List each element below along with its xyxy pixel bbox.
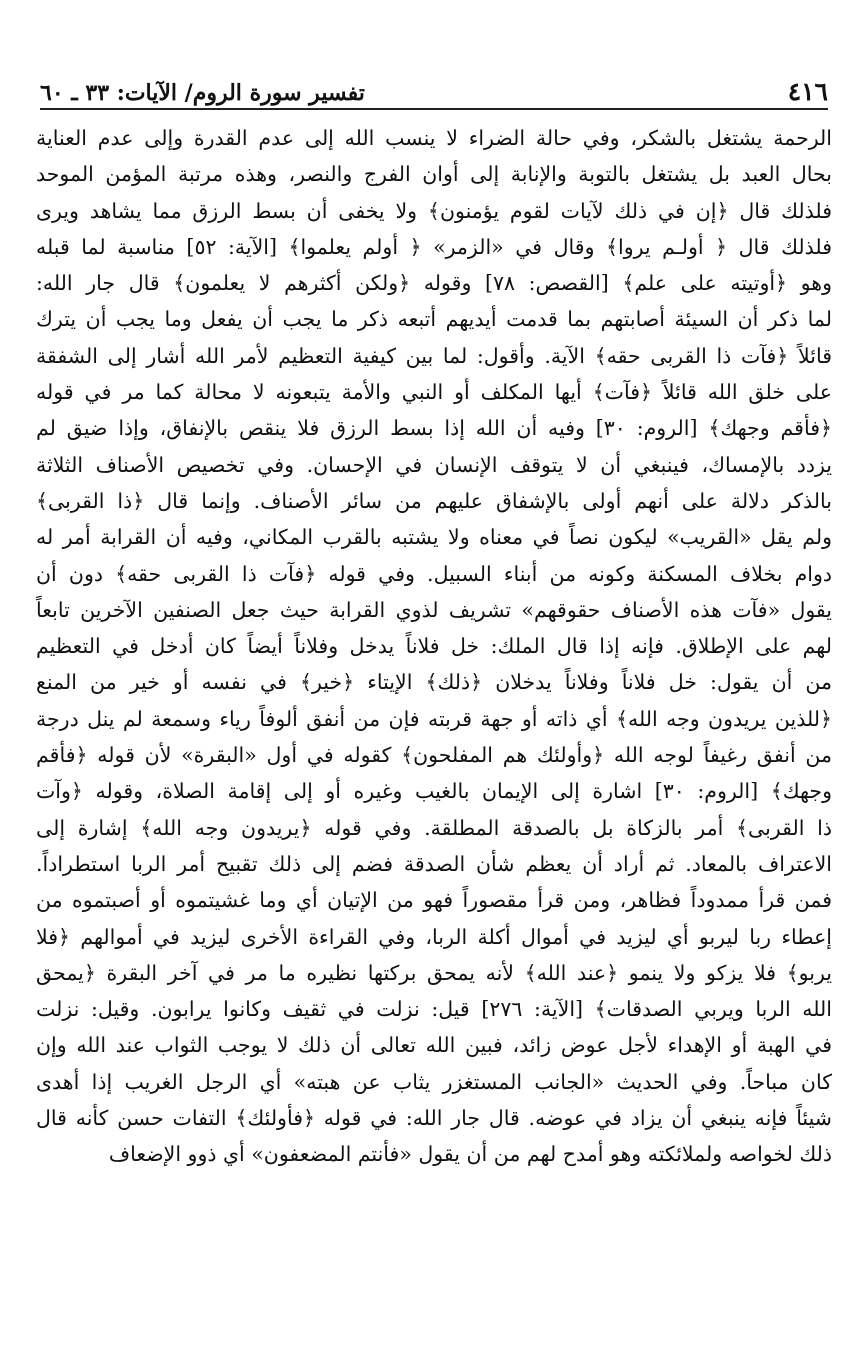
text-line: دوام بخلاف المسكنة وكونه من أبناء السبيل. وفي قوله ﴿فآت ذا القربى حقه﴾ دون أن: [36, 561, 832, 586]
text-line: ﴿فأقم وجهك﴾ [الروم: ٣٠] وفيه أن الله إذا بسط الرزق فلا ينقص بالإنفاق، وإذا ضيق لم: [36, 416, 832, 441]
text-line: ذا القربى﴾ أمر بالزكاة بل بالصدقة المطلقة. وفي قوله ﴿يريدون وجه الله﴾ إشارة إلى: [36, 815, 832, 840]
text-line: لهم على الإطلاق. فإنه إذا قال الملك: خل فلاناً يدخل وفلاناً أيضاً كان أدخل في التعظيم: [36, 634, 832, 659]
text-line: وجهك﴾ [الروم: ٣٠] اشارة إلى الإيمان بالغيب وغيره أو إلى إقامة الصلاة، وقوله ﴿وآت: [36, 779, 832, 804]
text-line: لما ذكر أن السيئة أصابتهم بما قدمت أيديهم أتبعه ذكر ما يجب أن يفعل وما يجب أن يترك: [36, 307, 832, 332]
page-header: [40, 66, 828, 106]
text-line: فلذلك قال ﴿ أولـم يروا﴾ وقال في «الزمر» ﴿ أولم يعلموا﴾ [الآية: ٥٢] مناسبة لما قبله: [36, 234, 832, 259]
text-line: فلذلك قال ﴿إن في ذلك لآيات لقوم يؤمنون﴾ ولا يخفى أن بسط الرزق مما يشاهد ويرى: [36, 198, 832, 223]
text-line: ذلك لخواصه ولملائكته وهو أمدح لهم من أن يقول «فأنتم المضعفون» أي ذوو الإضعاف: [108, 1142, 832, 1167]
text-line: الرحمة يشتغل بالشكر، وفي حالة الضراء لا ينسب الله إلى عدم القدرة وإلى عدم العناية: [36, 126, 832, 150]
text-line: يقول «فآت هذه الأصناف حقوقهم» تشريف لذوي القرابة حيث جعل الصنفين الآخرين تابعاً: [36, 597, 832, 622]
text-line: كان مباحاً. وفي الحديث «الجانب المستغزر يثاب عن هبته» أي الرجل الغريب إذا أهدى: [36, 1069, 832, 1094]
text-line: فمن قرأ ممدوداً فظاهر، ومن قرأ مقصوراً فهو من الإتيان أي وما غشيتموه أو أصبتموه من: [36, 888, 832, 913]
text-line: ﴿للذين يريدون وجه الله﴾ أي ذاته أو جهة قربته فإن من أنفق ألوفاً رياء وسمعة لم ينل درجة: [36, 706, 832, 731]
text-line: على خلق الله قائلاً ﴿فآت﴾ أيها المكلف أو النبي والأمة يتبعونه لا محالة كما مر في قوله: [36, 380, 832, 405]
text-line: قائلاً ﴿فآت ذا القربى حقه﴾ الآية. وأقول: لما بين كيفية التعظيم لأمر الله أشار إلى الشفقة: [36, 343, 832, 368]
text-line: وهو ﴿أوتيته على علم﴾ [القصص: ٧٨] وقوله ﴿ولكن أكثرهم لا يعلمون﴾ قال جار الله:: [36, 271, 832, 296]
text-line: شيئاً فإنه ينبغي أن يزاد في عوضه. قال جار الله: في قوله ﴿فأولئك﴾ التفات حسن كأنه قال: [36, 1106, 832, 1131]
body-text: [36, 120, 832, 1173]
text-line: بالذكر دلالة على أنهم أولى بالإشفاق عليهم من سائر الأصناف. وإنما قال ﴿ذا القربى﴾: [36, 488, 832, 513]
page-number: ٤١٦: [787, 77, 828, 106]
running-title: تفسير سورة الروم/ الآيات: ٣٣ ـ ٦٠: [40, 80, 365, 106]
text-line: يزدد بالإمساك، فينبغي أن لا يتوقف الإنسان في الإحسان. وفي تخصيص الأصناف الثلاثة: [36, 452, 832, 477]
text-line: يربو﴾ فلا يزكو ولا ينمو ﴿عند الله﴾ لأنه يمحق بركتها نظيره ما مر في آخر البقرة ﴿يمحق: [36, 960, 832, 985]
text-line: الاعتراف بالمعاد. ثم أراد أن يعظم شأن الصدقة فضم إلى ذلك تقبيح أمر الربا استطراداً.: [36, 851, 832, 876]
text-line: الله الربا ويربي الصدقات﴾ [الآية: ٢٧٦] قيل: نزلت في ثقيف وكانوا يرابون. وقيل: نزلت: [36, 997, 832, 1022]
header-rule: [40, 108, 828, 110]
text-line: إعطاء ربا ليربو أي ليزيد في أموال أكلة الربا، وفي القراءة الأخرى ليزيد في أموالهم ﴿فلا: [36, 924, 832, 949]
text-line: في الهبة أو الإهداء لأجل عوض زائد، فبين الله تعالى أن ذلك لا يوجب الثواب عند الله وإن: [36, 1033, 832, 1058]
text-line: ولم يقل «القريب» ليكون نصاً في معناه ولا يشتبه بالقرب المكاني، وفيه أن القرابة أمر له: [36, 525, 832, 550]
text-line: من أنفق رغيفاً لوجه الله ﴿وأولئك هم المفلحون﴾ كقوله في أول «البقرة» لأن قوله ﴿فأقم: [36, 743, 832, 768]
text-line: بحال العبد بل يشتغل بالتوبة والإنابة إلى أوان الفرج والنصر، وهذه مرتبة المؤمن الموحد: [36, 162, 832, 187]
text-line: من أن يقول: خل فلاناً وفلاناً يدخلان ﴿ذلك﴾ الإيتاء ﴿خير﴾ في نفسه أو خير من المنع: [36, 670, 832, 695]
